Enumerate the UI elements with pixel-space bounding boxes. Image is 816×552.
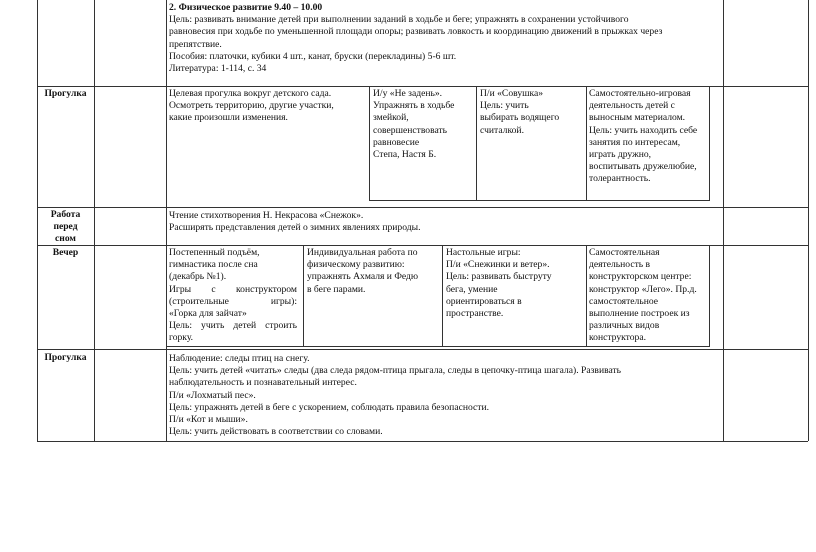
activity-goal-line: Цель: развивать внимание детей при выполнении заданий в ходьбе и беге; упражнять в сохранении устойчивого (169, 14, 629, 26)
text-line: конструктор «Лего». Пр.д. (589, 283, 697, 295)
text-line: Цель: развивать быструту (446, 271, 552, 283)
evening-individual-work-cell (307, 247, 418, 296)
text-line: деятельность детей с (589, 100, 675, 112)
row-label-before-sleep (37, 209, 94, 244)
text-line: равновесие (373, 136, 420, 148)
text-line: играть дружно, (589, 149, 652, 161)
text-line: ориентироваться в (446, 295, 522, 307)
text-line: П/и «Кот и мыши». (169, 414, 248, 426)
text-line: в беге парами. (307, 283, 366, 295)
evening-construction-cell (589, 247, 697, 345)
word: с (211, 283, 216, 295)
text-line: Самостоятельно-игровая (589, 88, 691, 99)
text-line: Работа (50, 209, 81, 220)
text-line: Цель: учить (480, 100, 529, 112)
text-line: Цель: упражнять детей в беге с ускорением, соблюдать правила безопасности. (169, 401, 489, 413)
text-line: П/и «Совушка» (480, 88, 544, 99)
evening-walk-cell (169, 353, 621, 438)
word: Цель: (169, 320, 193, 332)
activity-materials: Пособия: платочки, кубики 4 шт., канат, бруски (перекладины) 5-6 шт. (169, 50, 457, 62)
text-line: Самостоятельная (589, 247, 660, 258)
text-line: наблюдательность и познавательный интерес. (169, 377, 357, 389)
text-line: змейкой, (373, 112, 409, 124)
word: строить (265, 320, 297, 332)
text-line: различных видов (589, 320, 660, 332)
text-line: Чтение стихотворения Н. Некрасова «Снежок». (169, 210, 364, 221)
text-line: Постепенный подъём, (169, 247, 260, 258)
word: игры): (270, 295, 297, 307)
text-line: П/и «Лохматый пес». (169, 389, 256, 401)
text-line: Настольные игры: (446, 247, 521, 258)
text-line: самостоятельное (589, 295, 659, 307)
text-line: сном (55, 232, 76, 244)
text-line: какие произошли изменения. (169, 112, 288, 124)
text-line: считалкой. (480, 124, 524, 136)
text-line: пространстве. (446, 308, 504, 320)
activity-title: 2. Физическое развитие 9.40 – 10.00 (169, 2, 323, 13)
text-line: деятельность в (589, 259, 651, 271)
text-line: Цель: учить находить себе (589, 124, 698, 136)
text-line: конструкторском центре: (589, 271, 692, 283)
text-line: И/у «Не задень». (373, 88, 443, 99)
text-line: толерантность. (589, 173, 651, 185)
activity-literature: Литература: 1-114, с. 34 (169, 63, 267, 75)
text-line: конструктора. (589, 332, 646, 344)
walk-exercise-cell (373, 88, 454, 161)
text-line: Наблюдение: следы птиц на снегу. (169, 353, 310, 364)
row-label-evening: Вечер (52, 247, 79, 258)
text-line: физическому развитию: (307, 259, 405, 271)
activity-physical-development (169, 2, 662, 75)
text-line: занятия по интересам, (589, 136, 681, 148)
text-line: выносным материалом. (589, 112, 686, 124)
text-line: выполнение построек из (589, 308, 690, 320)
row-label-walk-evening: Прогулка (44, 352, 87, 363)
text-line: упражнять Ахмаля и Федю (307, 271, 419, 283)
walk-free-play-cell (589, 88, 697, 186)
walk-game-cell (480, 88, 559, 137)
word: (строительные (169, 295, 229, 307)
text-line: «Горка для зайчат» (169, 308, 247, 320)
text-line: гимнастика после сна (169, 259, 258, 271)
reading-cell (169, 210, 420, 234)
text-line: воспитывать дружелюбие, (589, 161, 697, 173)
text-line: перед (53, 220, 78, 232)
text-line: Осмотреть территорию, другие участки, (169, 100, 334, 112)
text-line: Степа, Настя Б. (373, 149, 437, 161)
word: конструктором (235, 283, 297, 295)
text-line: горку. (169, 332, 194, 344)
text-line (169, 320, 297, 332)
row-label-walk: Прогулка (44, 88, 87, 99)
text-line: Расширять представления детей о зимних явлениях природы. (169, 222, 421, 234)
walk-target-cell (169, 88, 334, 125)
text-line: совершенствовать (373, 124, 448, 136)
text-line: П/и «Снежинки и ветер». (446, 259, 550, 271)
word: учить (201, 320, 225, 332)
text-line: Индивидуальная работа по (307, 247, 418, 258)
text-line: бега, умение (446, 283, 498, 295)
text-line: Цель: учить действовать в соответствии со словами. (169, 426, 383, 438)
word: детей (233, 320, 257, 332)
word: Игры (169, 283, 192, 295)
text-line: (декабрь №1). (169, 271, 227, 283)
activity-goal-line: равновесия при ходьбе по уменьшенной площади опоры; развивать ловкость и координацию движений в прыжках через (169, 26, 663, 38)
activity-goal-line: препятствие. (169, 38, 222, 50)
text-line: Упражнять в ходьбе (373, 100, 455, 112)
text-line (169, 296, 297, 308)
text-line (169, 284, 297, 296)
evening-gymnastics-cell (169, 247, 297, 345)
text-line: выбирать водящего (480, 112, 560, 124)
evening-board-games-cell (446, 247, 552, 320)
text-line: Целевая прогулка вокруг детского сада. (169, 88, 332, 99)
text-line: Цель: учить детей «читать» следы (два следа рядом-птица прыгала, следы в цепочку-птица шагала). Развивать (169, 365, 622, 377)
